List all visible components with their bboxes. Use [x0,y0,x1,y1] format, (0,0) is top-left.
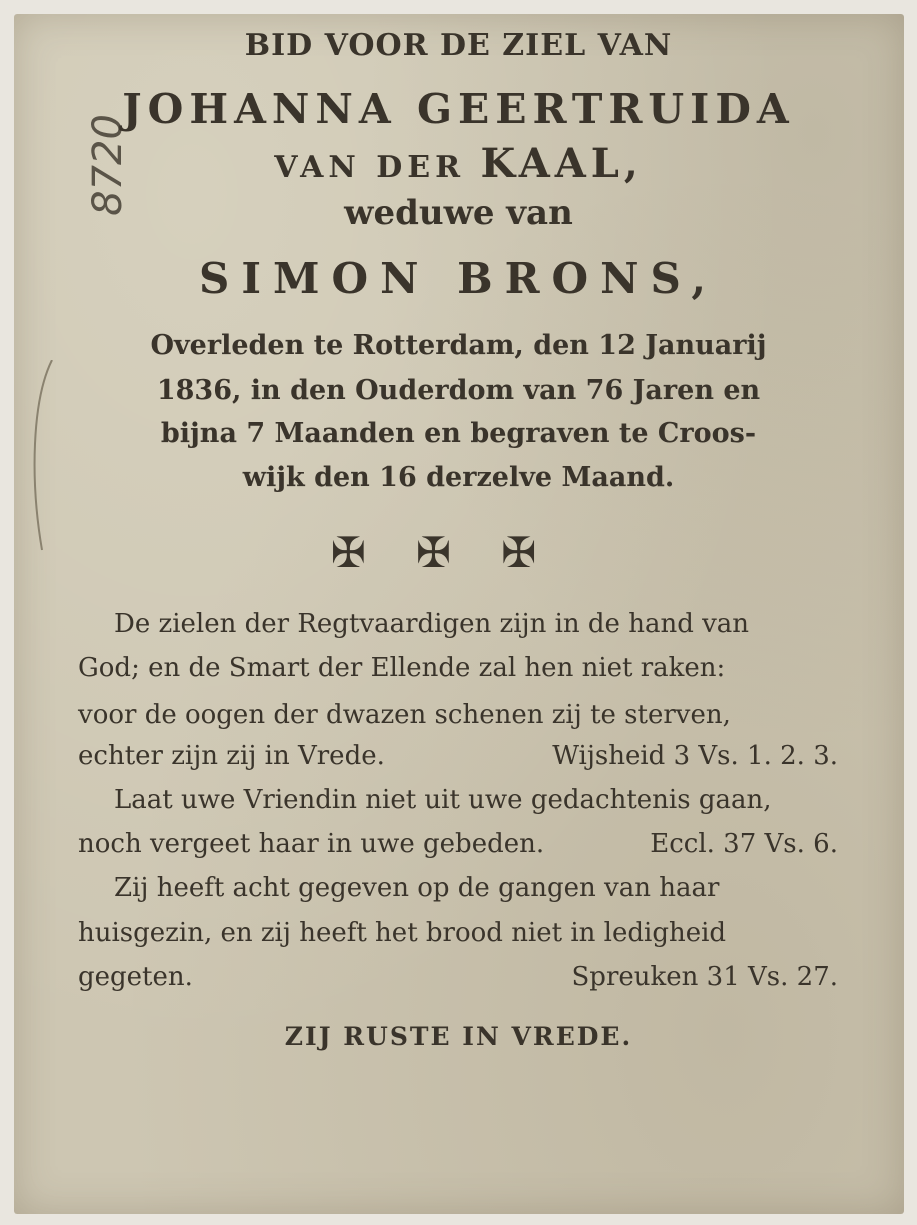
verse-text: echter zijn zij in Vrede. [78,741,385,771]
verse-line [78,653,838,683]
widow-of-text: weduwe van [344,193,573,233]
verse-text: God; en de Smart der Ellende zal hen niet raken: [78,653,726,683]
verse-line [78,962,838,992]
surname-prefix: VAN DER [274,150,466,185]
husband-name: SIMON BRONS, [199,254,718,303]
deceased-surname [0,140,917,187]
reference-eccl: Eccl. 37 Vs. 6. [650,829,838,859]
death-line-4: wijk den 16 derzelve Maand. [242,462,675,493]
handwritten-number: 8720 [85,114,131,216]
death-line-3: bijna 7 Maanden en begraven te Croos- [160,418,757,449]
cross-ornaments: ✠✠✠ [330,528,587,577]
verse-text: noch vergeet haar in uwe gebeden. [78,829,545,859]
verse-text: huisgezin, en zij heeft het brood niet in ledigheid [78,918,727,948]
closing-text: ZIJ RUSTE IN VREDE. [284,1022,633,1051]
reference-spreuken: Spreuken 31 Vs. 27. [571,962,838,992]
header-text: BID VOOR DE ZIEL VAN [244,28,673,63]
surname-main: KAAL, [480,140,643,187]
verse-text: voor de oogen der dwazen schenen zij te sterven, [78,700,731,730]
verse-line [78,829,838,859]
death-line-2: 1836, in den Ouderdom van 76 Jaren en [156,375,761,406]
deceased-first-names: JOHANNA GEERTRUIDA [122,85,795,133]
reference-wijsheid: Wijsheid 3 Vs. 1. 2. 3. [552,741,838,771]
verse-text: Zij heeft acht gegeven op de gangen van haar [114,873,720,903]
verse-line [78,700,838,730]
death-line-1: Overleden te Rotterdam, den 12 Januarij [150,330,767,361]
verse-line [78,609,874,639]
verse-line [78,873,874,903]
verse-text: gegeten. [78,962,193,992]
verse-text: De zielen der Regtvaardigen zijn in de hand van [114,609,750,639]
verse-line [78,785,874,815]
verse-line [78,918,838,948]
verse-line [78,741,838,771]
verse-text: Laat uwe Vriendin niet uit uwe gedachtenis gaan, [114,785,772,815]
